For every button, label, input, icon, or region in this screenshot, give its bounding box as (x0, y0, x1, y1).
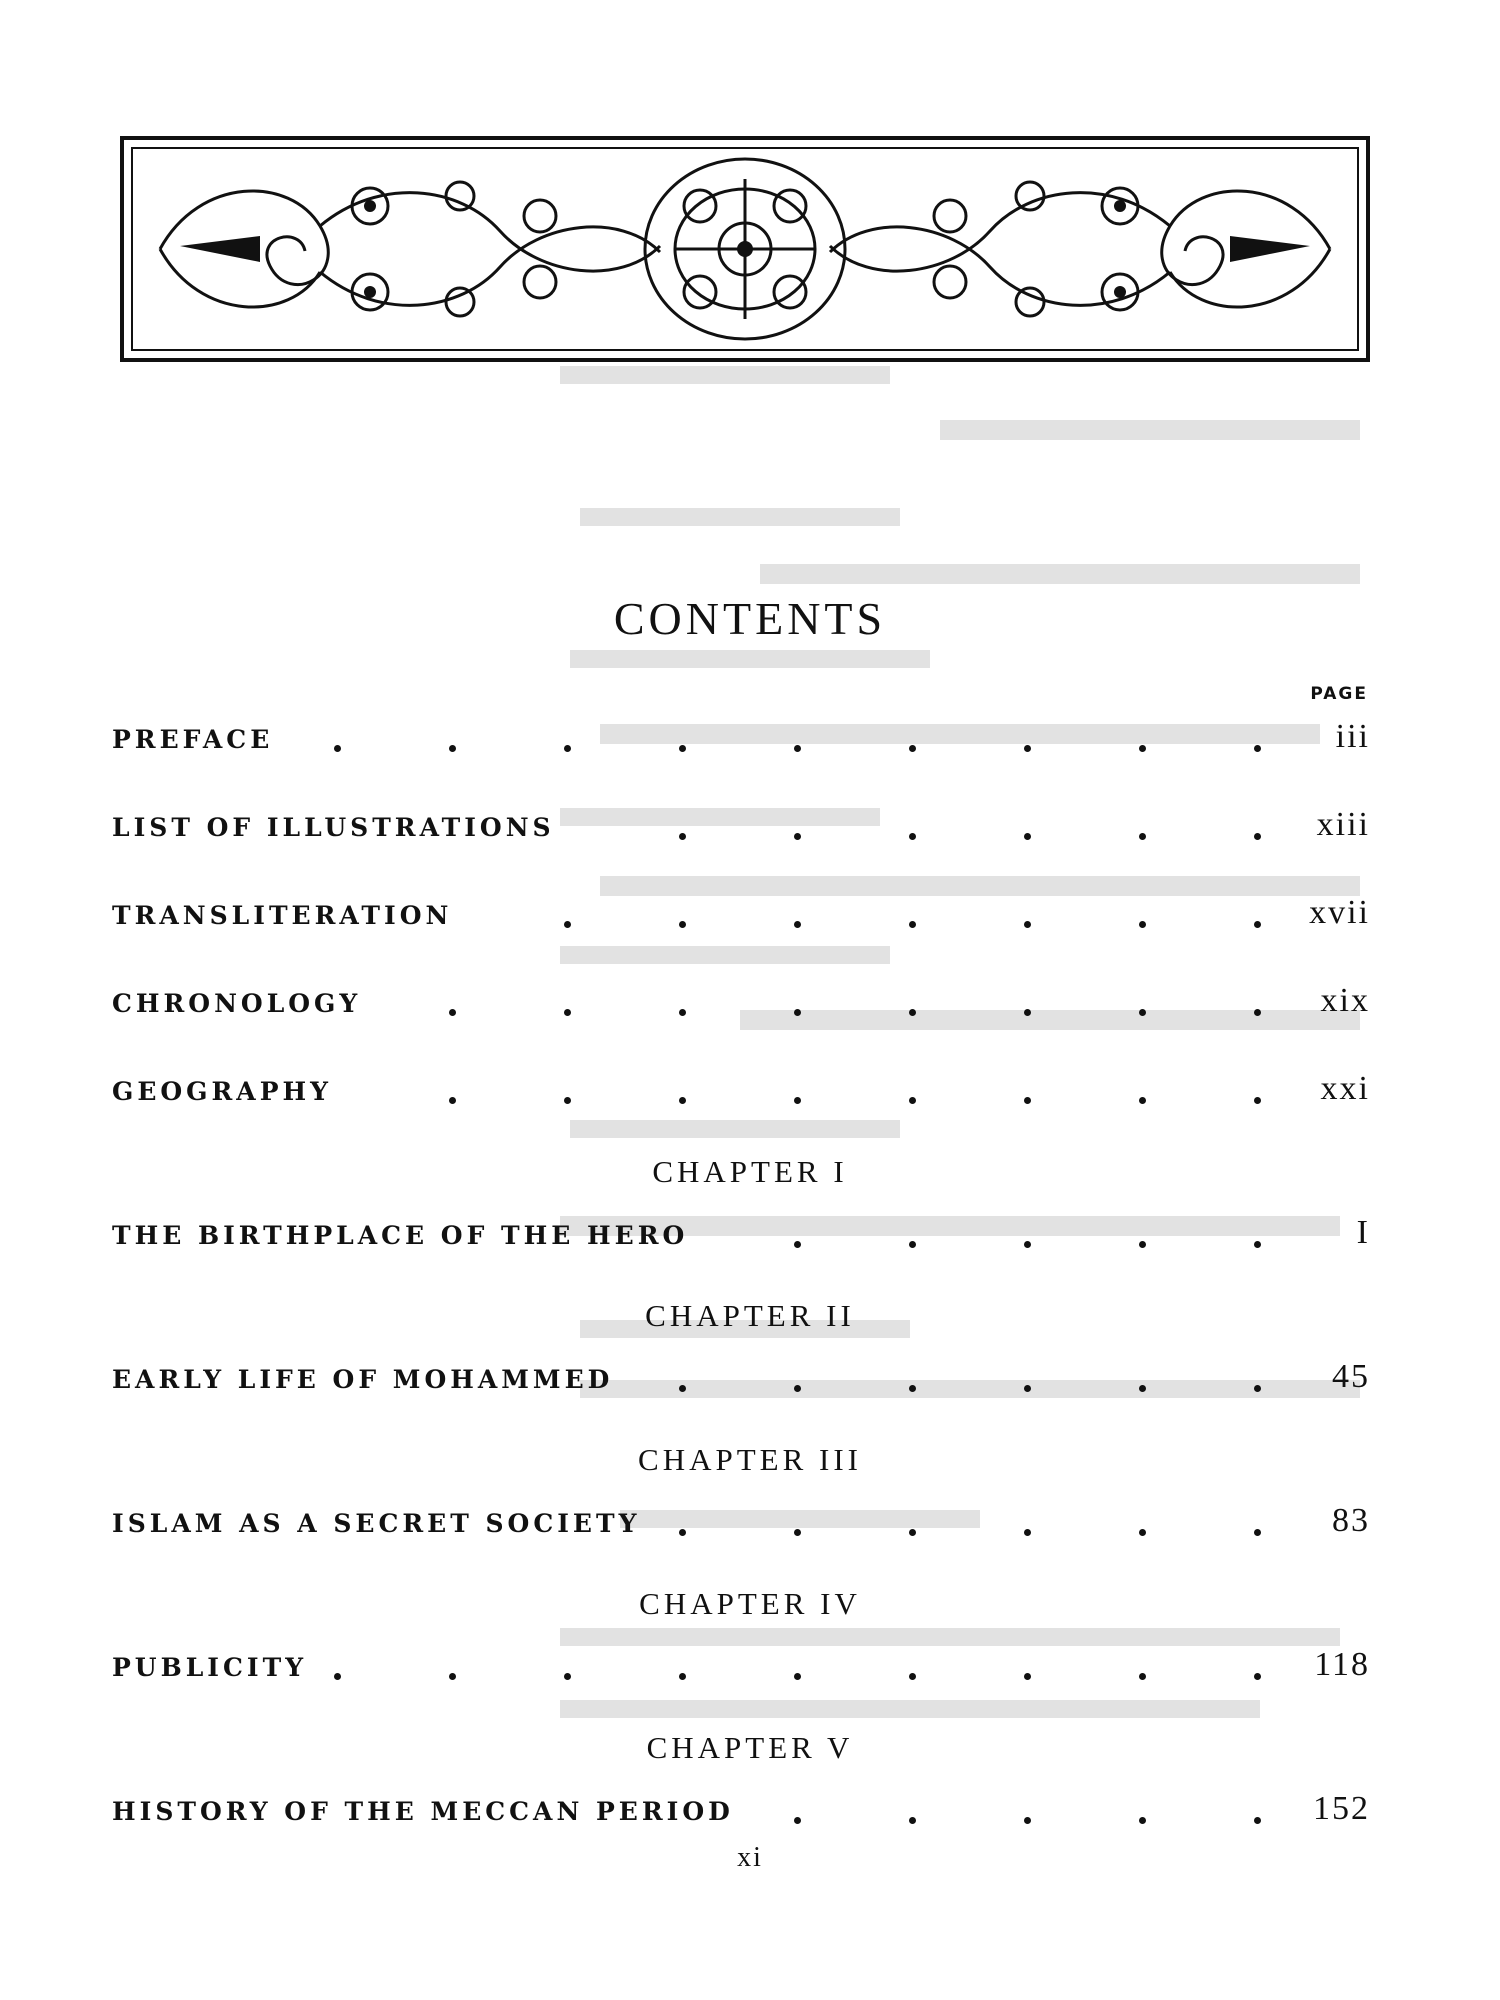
toc-entry[interactable] (112, 1356, 1370, 1400)
leader-dot (909, 1673, 916, 1680)
leader-dot (1024, 1817, 1031, 1824)
leader-dot (1024, 921, 1031, 928)
toc-entry-page: 45 (1332, 1358, 1370, 1395)
dot-leader (112, 1644, 1274, 1688)
toc-entry-page: xix (1320, 982, 1370, 1019)
leader-dot (909, 745, 916, 752)
leader-dot (1254, 1097, 1261, 1104)
leader-dot (679, 1097, 686, 1104)
chapter-heading: CHAPTER V (646, 1730, 854, 1765)
toc-entry-page: xxi (1320, 1070, 1370, 1107)
leader-dot (1024, 1385, 1031, 1392)
leader-dot (679, 921, 686, 928)
leader-dot (449, 1673, 456, 1680)
leader-dot (449, 1097, 456, 1104)
leader-dot (794, 1673, 801, 1680)
toc-entry-page: 118 (1314, 1646, 1370, 1683)
dot-leader (112, 1068, 1274, 1112)
toc-entry[interactable] (112, 1212, 1370, 1256)
toc-entry-title: HISTORY OF THE MECCAN PERIOD (112, 1797, 734, 1826)
toc-entry-page: 83 (1332, 1502, 1370, 1539)
leader-dot (794, 1009, 801, 1016)
toc-entry-page: xvii (1309, 894, 1370, 931)
toc-entry-title: PUBLICITY (112, 1653, 308, 1682)
toc-entry-title: LIST OF ILLUSTRATIONS (112, 813, 555, 842)
leader-dot (794, 921, 801, 928)
leader-dot (1254, 1385, 1261, 1392)
leader-dot (909, 1097, 916, 1104)
toc-entry[interactable] (112, 1788, 1370, 1832)
toc-entry-title: ISLAM AS A SECRET SOCIETY (112, 1509, 641, 1538)
leader-dot (1254, 833, 1261, 840)
page-column-label: PAGE (1310, 684, 1368, 704)
leader-dot (909, 1529, 916, 1536)
leader-dot (1024, 1097, 1031, 1104)
leader-dot (1254, 921, 1261, 928)
leader-dot (679, 1385, 686, 1392)
leader-dot (794, 1241, 801, 1248)
toc-entry-title: EARLY LIFE OF MOHAMMED (112, 1365, 614, 1394)
leader-dot (794, 745, 801, 752)
dot-leader (112, 1212, 1274, 1256)
leader-dot (1139, 1673, 1146, 1680)
leader-dot (909, 921, 916, 928)
leader-dot (679, 745, 686, 752)
toc-entry-title: TRANSLITERATION (112, 901, 453, 930)
leader-dot (1139, 1241, 1146, 1248)
toc-entry-page: iii (1335, 718, 1370, 755)
leader-dot (909, 1241, 916, 1248)
leader-dot (679, 1009, 686, 1016)
leader-dot (794, 1529, 801, 1536)
leader-dot (679, 1529, 686, 1536)
chapter-heading: CHAPTER IV (639, 1586, 861, 1621)
leader-dot (1254, 745, 1261, 752)
dot-leader (112, 1356, 1274, 1400)
leader-dot (1139, 1097, 1146, 1104)
leader-dot (909, 1385, 916, 1392)
contents-heading: CONTENTS (613, 593, 887, 644)
toc-entry[interactable] (112, 1644, 1370, 1688)
dot-leader (112, 1500, 1274, 1544)
leader-dot (564, 1673, 571, 1680)
leader-dot (1139, 745, 1146, 752)
leader-dot (1254, 1529, 1261, 1536)
leader-dot (909, 833, 916, 840)
leader-dot (449, 745, 456, 752)
leader-dot (1024, 1009, 1031, 1016)
leader-dot (564, 1009, 571, 1016)
chapter-heading: CHAPTER III (638, 1442, 862, 1477)
chapter-heading: CHAPTER I (652, 1154, 848, 1189)
toc-entry[interactable] (112, 980, 1370, 1024)
leader-dot (564, 1097, 571, 1104)
leader-dot (909, 1817, 916, 1824)
toc-entry-title: PREFACE (112, 725, 274, 754)
toc-entry-page: xiii (1316, 806, 1370, 843)
page-folio: xi (737, 1842, 763, 1873)
leader-dot (1139, 833, 1146, 840)
leader-dot (1139, 1529, 1146, 1536)
leader-dot (679, 833, 686, 840)
toc-entry-title: THE BIRTHPLACE OF THE HERO (112, 1221, 689, 1250)
leader-dot (1024, 1529, 1031, 1536)
chapter-heading: CHAPTER II (645, 1298, 855, 1333)
dot-leader (112, 1788, 1274, 1832)
leader-dot (1254, 1673, 1261, 1680)
leader-dot (449, 1009, 456, 1016)
leader-dot (1024, 1673, 1031, 1680)
leader-dot (334, 1673, 341, 1680)
dot-leader (112, 716, 1274, 760)
ornamental-headpiece (120, 136, 1370, 362)
leader-dot (1254, 1009, 1261, 1016)
dot-leader (112, 980, 1274, 1024)
leader-dot (909, 1009, 916, 1016)
leader-dot (794, 1385, 801, 1392)
leader-dot (1254, 1241, 1261, 1248)
toc-entry[interactable] (112, 892, 1370, 936)
toc-entry[interactable] (112, 804, 1370, 848)
toc-entry-page: I (1356, 1214, 1370, 1251)
leader-dot (794, 1817, 801, 1824)
dot-leader (112, 892, 1274, 936)
leader-dot (1254, 1817, 1261, 1824)
leader-dot (794, 1097, 801, 1104)
toc-entry-page: 152 (1313, 1790, 1370, 1827)
leader-dot (1139, 921, 1146, 928)
toc-entry[interactable] (112, 1500, 1370, 1544)
leader-dot (564, 921, 571, 928)
toc-entry-title: CHRONOLOGY (112, 989, 362, 1018)
leader-dot (1024, 1241, 1031, 1248)
toc-entry-title: GEOGRAPHY (112, 1077, 332, 1106)
toc-entry[interactable] (112, 716, 1370, 760)
leader-dot (564, 745, 571, 752)
leader-dot (679, 1673, 686, 1680)
leader-dot (1139, 1009, 1146, 1016)
leader-dot (1024, 745, 1031, 752)
dot-leader (112, 804, 1274, 848)
leader-dot (334, 745, 341, 752)
leader-dot (1139, 1817, 1146, 1824)
leader-dot (1139, 1385, 1146, 1392)
leader-dot (794, 833, 801, 840)
toc-entry[interactable] (112, 1068, 1370, 1112)
leader-dot (1024, 833, 1031, 840)
